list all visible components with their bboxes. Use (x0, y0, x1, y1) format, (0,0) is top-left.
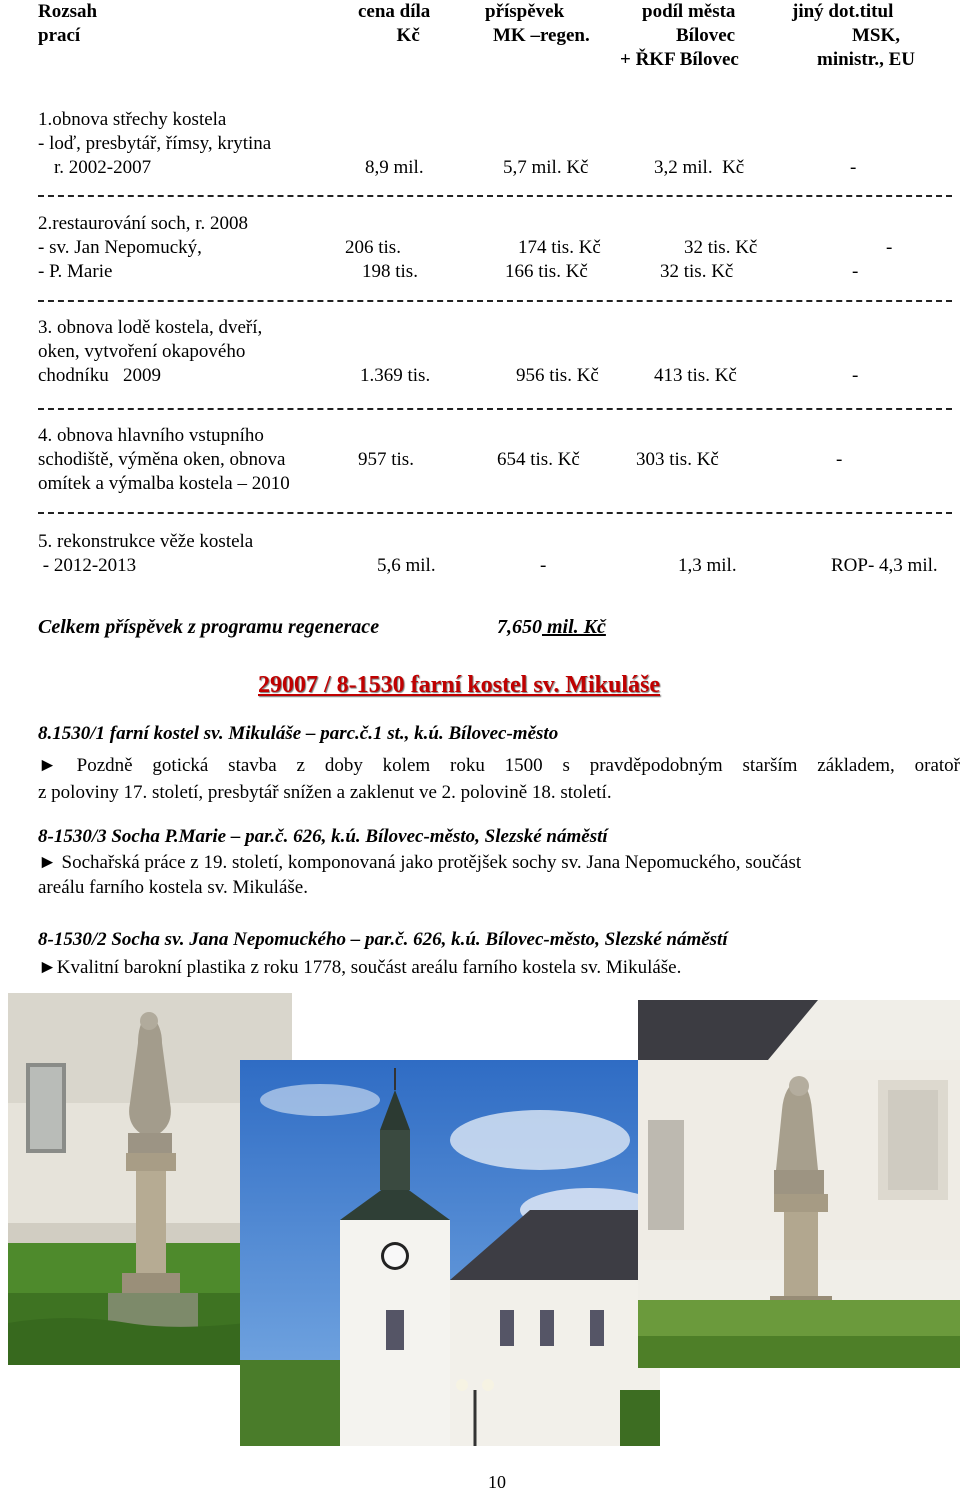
row3-price: 1.369 tis. (360, 365, 431, 386)
col-header-other: jiný dot.titul MSK, ministr., EU (792, 1, 916, 70)
row3-city: 413 tis. Kč (654, 365, 737, 386)
item1-line1: ► Pozdně gotická stavba z doby kolem roku 1500 s pravděpodobným starším základem, oratoř (38, 755, 960, 776)
row2a-price: 206 tis. (345, 237, 401, 258)
row5-price: 5,6 mil. (377, 555, 436, 576)
row2b-price: 198 tis. (362, 261, 418, 282)
row2a-other: - (886, 237, 893, 258)
col-header-price: cena díla Kč (358, 1, 431, 46)
item2-line1: ► Sochařská práce z 19. století, komponovaná jako protějšek sochy sv. Jana Nepomuckého, součást (38, 852, 802, 873)
page-number: 10 (488, 1472, 506, 1492)
divider (38, 300, 952, 302)
row1-other: - (850, 157, 857, 178)
divider (38, 512, 952, 514)
row4-price: 957 tis. (358, 449, 414, 470)
divider (38, 195, 952, 197)
row3-mk: 956 tis. Kč (516, 365, 599, 386)
item2-title: 8-1530/3 Socha P.Marie – par.č. 626, k.ú. Bílovec-město, Slezské náměstí (38, 826, 608, 847)
row1-mk: 5,7 mil. Kč (503, 157, 589, 178)
item3-line1: ►Kvalitní barokní plastika z roku 1778, součást areálu farního kostela sv. Mikuláše. (38, 957, 682, 978)
col-header-scope: Rozsah prací (38, 1, 98, 46)
total-value: 7,650 mil. Kč (497, 616, 606, 638)
row4-desc: 4. obnova hlavního vstupního schodiště, výměna oken, obnova omítek a výmalba kostela – 2010 (38, 425, 290, 494)
item2-line2: areálu farního kostela sv. Mikuláše. (38, 877, 308, 898)
item1-title: 8.1530/1 farní kostel sv. Mikuláše – parc.č.1 st., k.ú. Bílovec-město (38, 723, 559, 744)
total-label: Celkem příspěvek z programu regenerace (38, 616, 380, 638)
row2b-other: - (852, 261, 859, 282)
row1-desc: 1.obnova střechy kostela - loď, presbytář, římsy, krytina r. 2002-2007 (38, 109, 272, 178)
row2b-city: 32 tis. Kč (660, 261, 734, 282)
col-header-city: podíl města Bílovec + ŘKF Bílovec (620, 1, 739, 70)
item3-title: 8-1530/2 Socha sv. Jana Nepomuckého – par.č. 626, k.ú. Bílovec-město, Slezské náměstí (38, 929, 728, 950)
row1-price: 8,9 mil. (365, 157, 424, 178)
row2b-mk: 166 tis. Kč (505, 261, 588, 282)
photo-statue-nepomuk (638, 1000, 960, 1368)
row2a-mk: 174 tis. Kč (518, 237, 601, 258)
row3-desc: 3. obnova lodě kostela, dveří, oken, vytvoření okapového chodníku 2009 (38, 317, 263, 386)
row3-other: - (852, 365, 859, 386)
row5-city: 1,3 mil. (678, 555, 737, 576)
row1-city: 3,2 mil. Kč (654, 157, 745, 178)
photo-church (240, 1060, 660, 1446)
row5-desc: 5. rekonstrukce věže kostela - 2012-2013 (38, 531, 254, 576)
row4-other: - (836, 449, 843, 470)
row2-desc: 2.restaurování soch, r. 2008 - sv. Jan Nepomucký, - P. Marie (38, 213, 249, 282)
item1-line2: z poloviny 17. století, presbytář snížen a zaklenut ve 2. polovině 18. století. (38, 782, 612, 803)
row2a-city: 32 tis. Kč (684, 237, 758, 258)
row4-city: 303 tis. Kč (636, 449, 719, 470)
row5-mk: - (540, 555, 547, 576)
row5-other: ROP- 4,3 mil. (831, 555, 938, 576)
col-header-mk: příspěvek MK –regen. (485, 1, 590, 46)
divider (38, 408, 952, 410)
row4-mk: 654 tis. Kč (497, 449, 580, 470)
monument-heading: 29007 / 8-1530 farní kostel sv. Mikuláše (258, 672, 661, 698)
